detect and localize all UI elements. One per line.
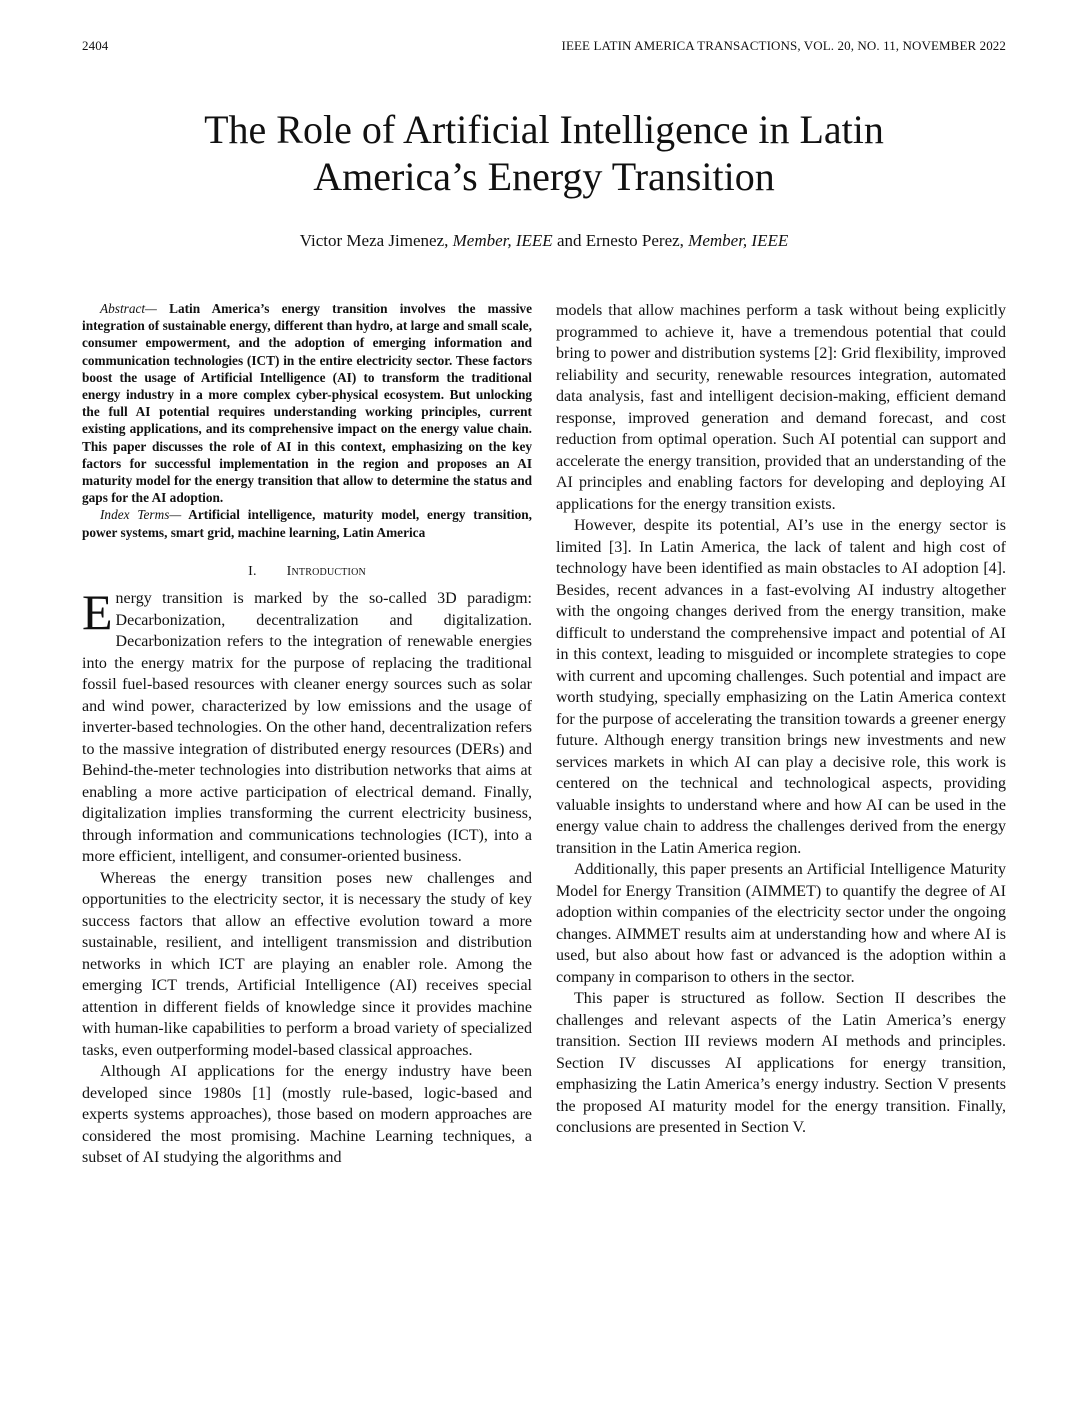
intro-paragraph-2: Whereas the energy transition poses new challenges and opportunities to the electricity sector, it is necessary the study of key success factors that allow an effective evolution toward a more sustainable, resilient, and intelligent transmission and distribution networks in which ICT are playing an enabler role. Among the emerging ICT trends, Artificial Intelligence (AI) receives special attention in different fields of knowledge since it provides machine with human-like capabilities to perform a broad variety of specialized tasks, even outperforming model-based classical approaches. <box>82 869 532 1059</box>
intro-paragraph-1-text: nergy transition is marked by the so-called 3D paradigm: Decarbonization, decentralization and digitalization. Decarbonization refers to the integration of renewable energies into the energy matrix for the purpose of replacing the traditional fossil fuel-based resources with cleaner energy sources such as solar and wind power, characterized by low emissions and the usage of inverter-based technologies. On the other hand, decentralization refers to the massive integration of distributed energy resources (DERs) and Behind-the-meter technologies into distribution networks that aims at enabling a more active participation of electrical demand. Finally, digitalization implies transforming the current electricity business, through information and communications technologies (ICT), into a more efficient, intelligent, and consumer-oriented business. <box>82 590 532 866</box>
index-terms-label: Index Terms— <box>100 507 182 523</box>
right-column <box>556 300 1006 1139</box>
page-number: 2404 <box>82 38 109 53</box>
right-paragraph-1: models that allow machines perform a task without being explicitly programmed to achieve it, have a tremendous potential that could bring to power and distribution systems [2]: Grid flexibility, improved reliability and security, renewable resources integration, automated data analysis, fast and intelligent decision-making, efficient demand response, improved generation and demand forecast, and cost reduction from optimal operation. Such AI potential can support and accelerate the energy transition, provided that an understanding of the AI principles and enabling factors for developing and deploying AI applications for the energy transition exists. <box>556 302 1006 513</box>
author-conjunction: and <box>556 231 582 250</box>
section-title: Introduction <box>286 563 366 579</box>
title-line-2: America’s Energy Transition <box>313 154 775 199</box>
author-2: Ernesto Perez <box>585 231 680 250</box>
abstract <box>82 300 532 506</box>
author-2-affiliation: Member, IEEE <box>688 231 789 250</box>
intro-paragraph-3: Although AI applications for the energy industry have been developed since 1980s [1] (mostly rule-based, logic-based and experts systems approaches), those based on modern approaches are considered the most promising. Machine Learning techniques, a subset of AI studying the algorithms and <box>82 1063 532 1167</box>
journal-info: IEEE LATIN AMERICA TRANSACTIONS, VOL. 20, NO. 11, NOVEMBER 2022 <box>561 38 1006 53</box>
author-1: Victor Meza Jimenez <box>299 231 445 250</box>
drop-cap: E <box>82 584 113 641</box>
running-header <box>82 38 1006 54</box>
right-paragraph-2: However, despite its potential, AI’s use in the energy sector is limited [3]. In Latin America, the lack of talent and high cost of technology have been identified as main obstacles to AI adoption [4]. Besides, recent advances in a fast-evolving AI industry altogether with the ongoing changes derived from the energy transition, make difficult to understand the comprehensive impact and potential of AI in this context, leading to misguided or incomplete strategies to cope with current and upcoming challenges. Such potential and impact are worth studying, specially emphasizing on the Latin America context for the purpose of accelerating the transition towards a greener energy future. Although energy transition brings new investments and new services markets in which AI can play a decisive role, this work is centered on the technical and technological aspects, providing valuable insights to understand where and how AI can be used in the energy value chain to address the challenges derived from the energy transition in the Latin America region. <box>556 517 1006 857</box>
left-column <box>82 300 532 1169</box>
section-heading-introduction <box>82 561 532 583</box>
right-paragraph-4: This paper is structured as follow. Section II describes the challenges and relevant aspects of the Latin America’s energy transition. Section III reviews modern AI methods and principles. Section IV discusses AI applications for energy transition, emphasizing the Latin America’s energy industry. Section V presents the proposed AI maturity model for the energy transition. Finally, conclusions are presented in Section V. <box>556 990 1006 1136</box>
paper-title <box>82 106 1006 200</box>
abstract-text: Latin America’s energy transition involves the massive integration of sustainable energy, different than hydro, at large and small scale, consumer empowerment, and the adoption of emerging information and communication technologies (ICT) in the entire electricity sector. These factors boost the usage of Artificial Intelligence (AI) to transform the traditional energy industry in a more complex cyber-physical ecosystem. But unlocking the full AI potential requires understanding working principles, current existing applications, and its comprehensive impact on the energy value chain. This paper discusses the role of AI in this context, emphasizing on the key factors for successful implementation in the region and proposes an AI maturity model for the energy transition that allow to determine the status and gaps for the AI adoption. <box>82 301 532 506</box>
intro-paragraph-1 <box>82 584 532 868</box>
title-line-1: The Role of Artificial Intelligence in Latin <box>204 107 884 152</box>
right-paragraph-3: Additionally, this paper presents an Artificial Intelligence Maturity Model for Energy Transition (AIMMET) to quantify the degree of AI adoption within companies of the electricity sector under the ongoing changes. AIMMET results aim at understanding how and where AI is used, but also about how fast or advanced is the adoption within a company in comparison to others in the sector. <box>556 861 1006 986</box>
abstract-label: Abstract— <box>100 301 157 316</box>
index-terms-text: Artificial intelligence, maturity model, energy transition, power systems, smart grid, machine learning, Latin America <box>82 507 532 540</box>
section-number: I. <box>248 563 257 579</box>
author-1-affiliation: Member, IEEE <box>452 231 553 250</box>
author-line: Victor Meza Jimenez, Member, IEEE and Ernesto Perez, Member, IEEE <box>299 231 789 250</box>
index-terms <box>82 506 532 540</box>
